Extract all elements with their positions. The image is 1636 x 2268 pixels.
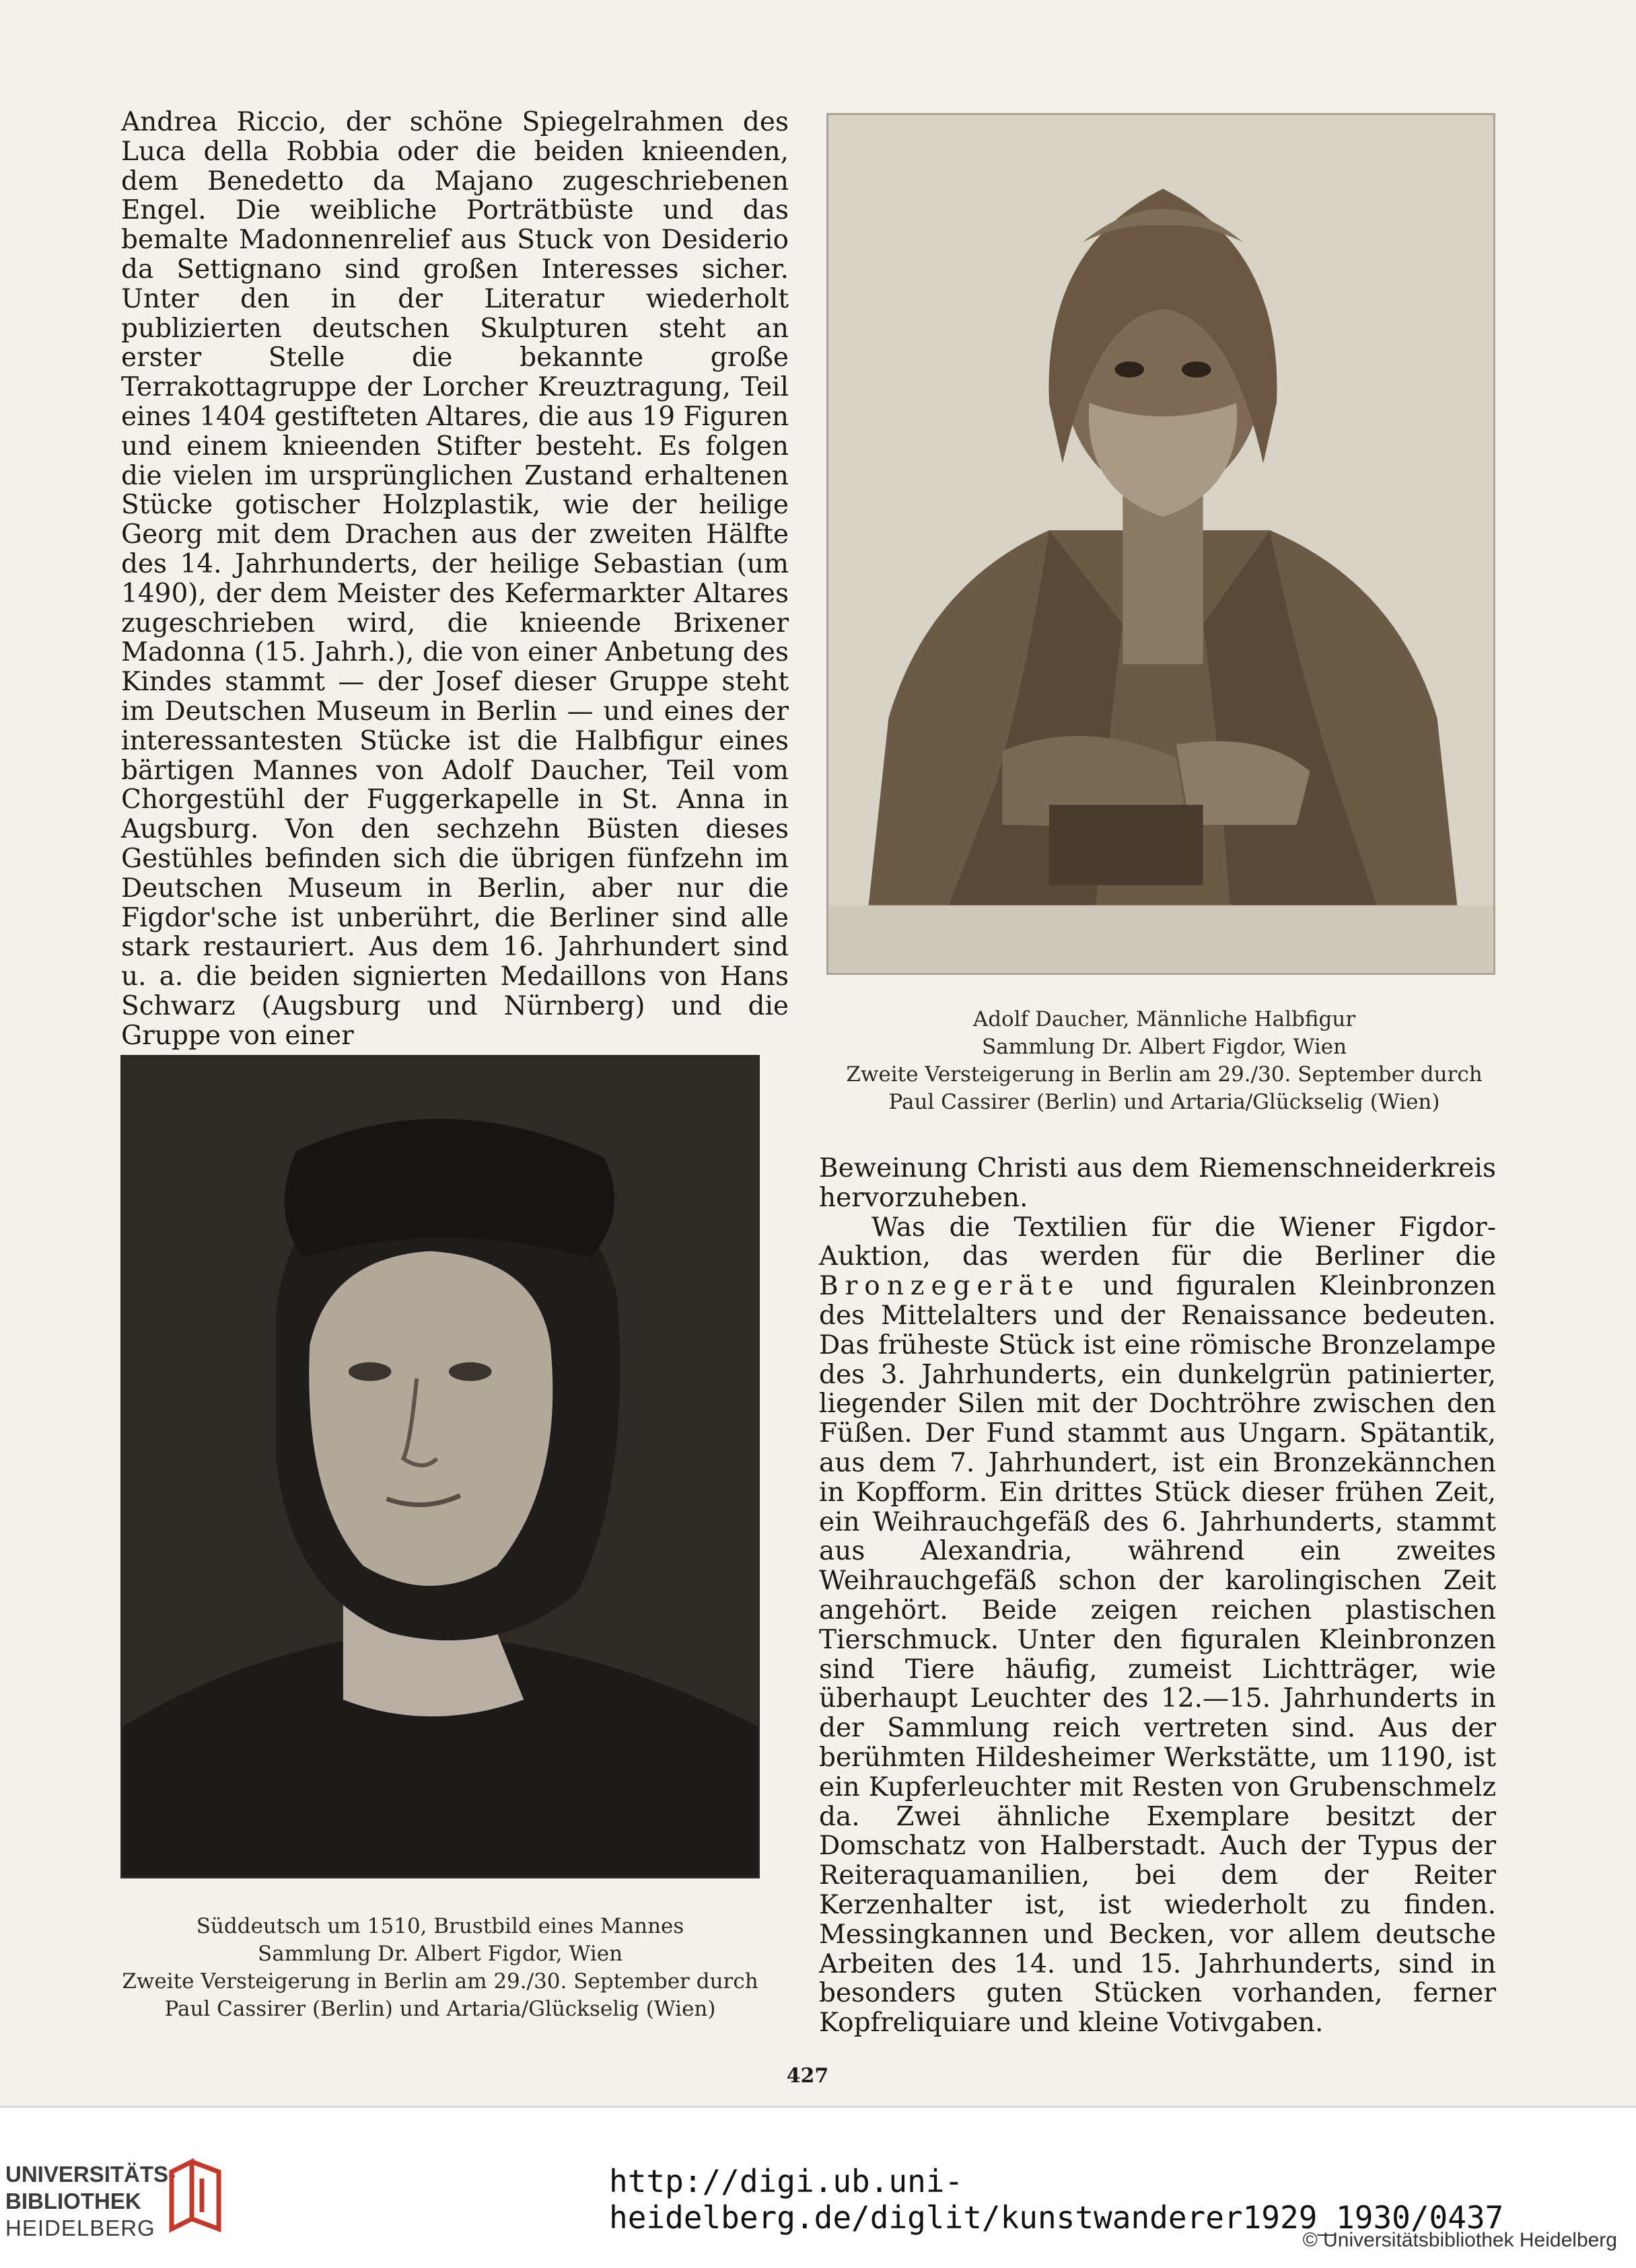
logo-line: HEIDELBERG xyxy=(5,2216,155,2240)
paragraph xyxy=(819,1213,1496,2038)
paragraph-start: Was die Textilien für die Wiener Figdor-Auktion, das werden für die Berliner die xyxy=(819,1212,1496,1272)
caption-line: Paul Cassirer (Berlin) und Artaria/Glückselig (Wien) xyxy=(164,1997,716,2021)
footer-divider xyxy=(0,2106,1636,2108)
copyright-notice: © Universitätsbibliothek Heidelberg xyxy=(1302,2229,1617,2251)
caption-line: Sammlung Dr. Albert Figdor, Wien xyxy=(257,1942,623,1966)
bust-photograph xyxy=(826,113,1495,975)
caption-line: Süddeutsch um 1510, Brustbild eines Mannes xyxy=(196,1914,684,1938)
caption-line: Zweite Versteigerung in Berlin am 29./30. September durch xyxy=(846,1062,1483,1087)
library-logo-icon[interactable] xyxy=(165,2158,225,2234)
footer-bar xyxy=(0,2106,1636,2268)
caption-line: Zweite Versteigerung in Berlin am 29./30. September durch xyxy=(122,1969,758,1993)
emphasized-term: Bronzegeräte xyxy=(819,1271,1081,1302)
paragraph: Beweinung Christi aus dem Riemenschneiderkreis hervorzuheben. xyxy=(819,1153,1496,1213)
permalink-url[interactable]: http://digi.ub.uni-heidelberg.de/diglit/kunstwanderer1929_1930/0437 xyxy=(609,2163,1504,2236)
portrait-caption xyxy=(120,1913,760,2023)
portrait-photograph xyxy=(120,1055,760,1878)
logo-line: BIBLIOTHEK xyxy=(5,2189,141,2214)
caption-line: Paul Cassirer (Berlin) und Artaria/Glückselig (Wien) xyxy=(888,1090,1440,1114)
caption-line: Adolf Daucher, Männliche Halbfigur xyxy=(972,1007,1356,1031)
bust-illustration xyxy=(828,115,1493,973)
bust-caption xyxy=(832,1006,1497,1116)
left-column-text: Andrea Riccio, der schöne Spiegelrahmen des Luca della Robbia oder die beiden knieenden, dem Benedetto da Majano zugeschriebenen Engel. Die weibliche Porträtbüste und das bemalte Madonnenrelief aus Stuck von Desiderio da Settignano sind großen Interesses sicher. Unter den in der Literatur wiederholt publizierten deutschen Skulpturen steht an erster Stelle die bekannte große Terrakottagruppe der Lorcher Kreuztragung, Teil eines 1404 gestifteten Altares, die aus 19 Figuren und einem knieenden Stifter besteht. Es folgen die vielen im ursprünglichen Zustand erhaltenen Stücke gotischer Holzplastik, wie der heilige Georg mit dem Drachen aus der zweiten Hälfte des 14. Jahrhunderts, der heilige Sebastian (um 1490), der dem Meister des Kefermarkter Altares zugeschrieben wird, die knieende Brixener Madonna (15. Jahrh.), die von einer Anbetung des Kindes stammt — der Josef dieser Gruppe steht im Deutschen Museum in Berlin — und eines der interessantesten Stücke ist die Halbfigur eines bärtigen Mannes von Adolf Daucher, Teil vom Chorgestühl der Fuggerkapelle in St. Anna in Augsburg. Von den sechzehn Büsten dieses Gestühles befinden sich die übrigen fünfzehn im Deutschen Museum in Berlin, aber nur die Figdor'sche ist unberührt, die Berliner sind alle stark restauriert. Aus dem 16. Jahrhundert sind u. a. die beiden signierten Medaillons von Hans Schwarz (Augsburg und Nürnberg) und die Gruppe von einer xyxy=(121,107,789,1051)
right-column-text xyxy=(819,1154,1496,2038)
paragraph-rest: und figuralen Kleinbronzen des Mittelalters und der Renaissance bedeuten. Das früheste Stück ist eine römische Bronzelampe des 3. Jahrhunderts, ein dunkelgrün patinierter, liegender Silen mit der Dochtröhre zwischen den Füßen. Der Fund stammt aus Ungarn. Spätantik, aus dem 7. Jahrhundert, ist ein Bronzekännchen in Kopfform. Ein drittes Stück dieser frühen Zeit, ein Weihrauchgefäß des 6. Jahrhunderts, stammt aus Alexandria, während ein zweites Weihrauchgefäß schon der karolingischen Zeit angehört. Beide zeigen reichen plastischen Tierschmuck. Unter den figuralen Kleinbronzen sind Tiere häufig, zumeist Lichtträger, wie überhaupt Leuchter des 12.—15. Jahrhunderts in der Sammlung reich vertreten sind. Aus der berühmten Hildesheimer Werkstätte, um 1190, ist ein Kupferleuchter mit Resten von Grubenschmelz da. Zwei ähnliche Exemplare besitzt der Domschatz von Halberstadt. Auch der Typus der Reiteraquamanilien, bei dem der Reiter Kerzenhalter ist, ist wiederholt zu finden. Messingkannen und Becken, vor allem deutsche Arbeiten des 14. und 15. Jahrhunderts, sind in besonders guten Stücken vorhanden, ferner Kopfreliquiare und kleine Votivgaben. xyxy=(819,1271,1496,2039)
page-number: 427 xyxy=(786,2064,829,2088)
library-logo-text[interactable] xyxy=(5,2161,176,2242)
logo-line: UNIVERSITÄTS- xyxy=(5,2162,176,2187)
portrait-illustration xyxy=(122,1057,758,1876)
caption-line: Sammlung Dr. Albert Figdor, Wien xyxy=(981,1035,1347,1059)
